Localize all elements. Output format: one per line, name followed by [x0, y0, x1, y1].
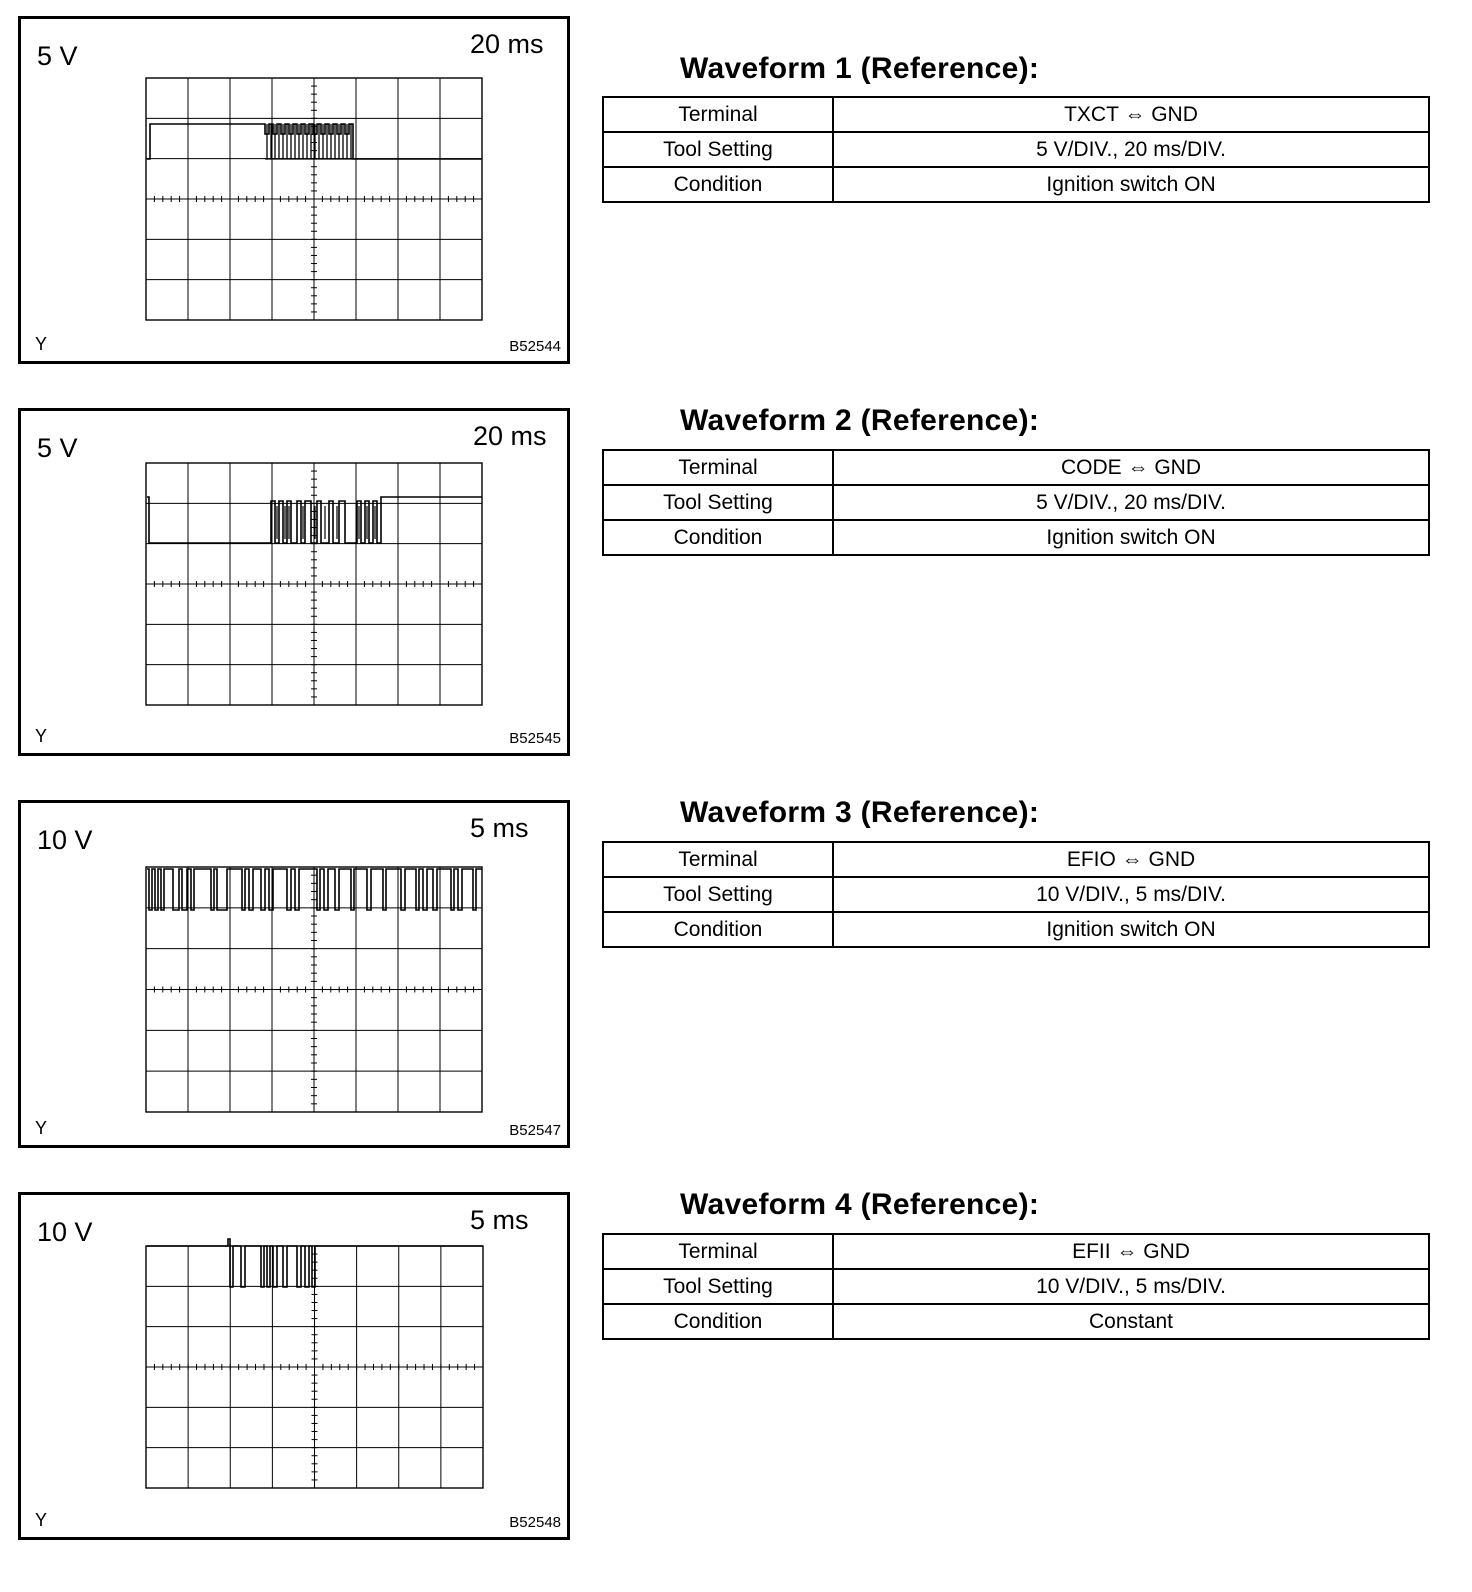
time-per-div-label: 5 ms — [470, 1205, 529, 1235]
table-row — [603, 912, 1429, 947]
spec-key: Tool Setting — [603, 485, 833, 520]
waveform-title: Waveform 2 (Reference): — [680, 404, 1040, 437]
oscilloscope-panel — [18, 1192, 570, 1540]
figure-code: B52545 — [509, 730, 561, 747]
table-row — [603, 877, 1429, 912]
scope-grid — [146, 867, 482, 1112]
scope-display — [21, 803, 567, 1145]
volts-per-div-label: 10 V — [37, 825, 93, 855]
oscilloscope-panel — [18, 408, 570, 756]
corner-label: Y — [35, 726, 48, 746]
spec-value: Ignition switch ON — [833, 912, 1429, 947]
table-row — [603, 1269, 1429, 1304]
spec-value: 10 V/DIV., 5 ms/DIV. — [833, 877, 1429, 912]
oscilloscope-panel — [18, 800, 570, 1148]
table-row — [603, 1234, 1429, 1269]
figure-code: B52548 — [509, 1514, 561, 1531]
time-per-div-label: 5 ms — [470, 813, 529, 843]
spec-key: Terminal — [603, 97, 833, 132]
corner-label: Y — [35, 1510, 48, 1530]
spec-key: Tool Setting — [603, 132, 833, 167]
waveform-row-2 — [0, 392, 1472, 792]
spec-value: 5 V/DIV., 20 ms/DIV. — [833, 485, 1429, 520]
figure-code: B52544 — [509, 338, 561, 355]
volts-per-div-label: 10 V — [37, 1217, 93, 1247]
waveform-row-1 — [0, 0, 1472, 400]
volts-per-div-label: 5 V — [37, 41, 78, 71]
spec-table — [602, 449, 1430, 556]
scope-grid — [146, 78, 482, 320]
scope-display — [21, 19, 567, 361]
scope-grid — [146, 463, 482, 705]
spec-table — [602, 1233, 1430, 1340]
scope-display — [21, 411, 567, 753]
spec-value: 10 V/DIV., 5 ms/DIV. — [833, 1269, 1429, 1304]
corner-label: Y — [35, 1118, 48, 1138]
spec-key: Terminal — [603, 450, 833, 485]
table-row — [603, 167, 1429, 202]
signal-trace — [147, 1239, 483, 1287]
table-row — [603, 450, 1429, 485]
spec-value: Ignition switch ON — [833, 167, 1429, 202]
waveform-title: Waveform 4 (Reference): — [680, 1188, 1040, 1221]
table-row — [603, 1304, 1429, 1339]
corner-label: Y — [35, 334, 48, 354]
spec-value: CODE ⇔ GND — [833, 450, 1429, 485]
figure-code: B52547 — [509, 1122, 561, 1139]
spec-key: Condition — [603, 520, 833, 555]
table-row — [603, 520, 1429, 555]
volts-per-div-label: 5 V — [37, 433, 78, 463]
table-row — [603, 97, 1429, 132]
time-per-div-label: 20 ms — [473, 421, 547, 451]
spec-key: Terminal — [603, 1234, 833, 1269]
oscilloscope-panel — [18, 16, 570, 364]
spec-value: TXCT ⇔ GND — [833, 97, 1429, 132]
spec-value: Constant — [833, 1304, 1429, 1339]
spec-key: Condition — [603, 912, 833, 947]
spec-value: EFII ⇔ GND — [833, 1234, 1429, 1269]
spec-key: Tool Setting — [603, 877, 833, 912]
spec-key: Tool Setting — [603, 1269, 833, 1304]
spec-table — [602, 96, 1430, 203]
spec-key: Condition — [603, 1304, 833, 1339]
spec-key: Terminal — [603, 842, 833, 877]
waveform-row-3 — [0, 784, 1472, 1184]
spec-table — [602, 841, 1430, 948]
waveform-title: Waveform 3 (Reference): — [680, 796, 1040, 829]
scope-display — [21, 1195, 567, 1537]
table-row — [603, 842, 1429, 877]
table-row — [603, 485, 1429, 520]
spec-value: 5 V/DIV., 20 ms/DIV. — [833, 132, 1429, 167]
spec-value: EFIO ⇔ GND — [833, 842, 1429, 877]
spec-key: Condition — [603, 167, 833, 202]
spec-value: Ignition switch ON — [833, 520, 1429, 555]
table-row — [603, 132, 1429, 167]
waveform-row-4 — [0, 1176, 1472, 1576]
time-per-div-label: 20 ms — [470, 29, 544, 59]
waveform-title: Waveform 1 (Reference): — [680, 52, 1040, 85]
